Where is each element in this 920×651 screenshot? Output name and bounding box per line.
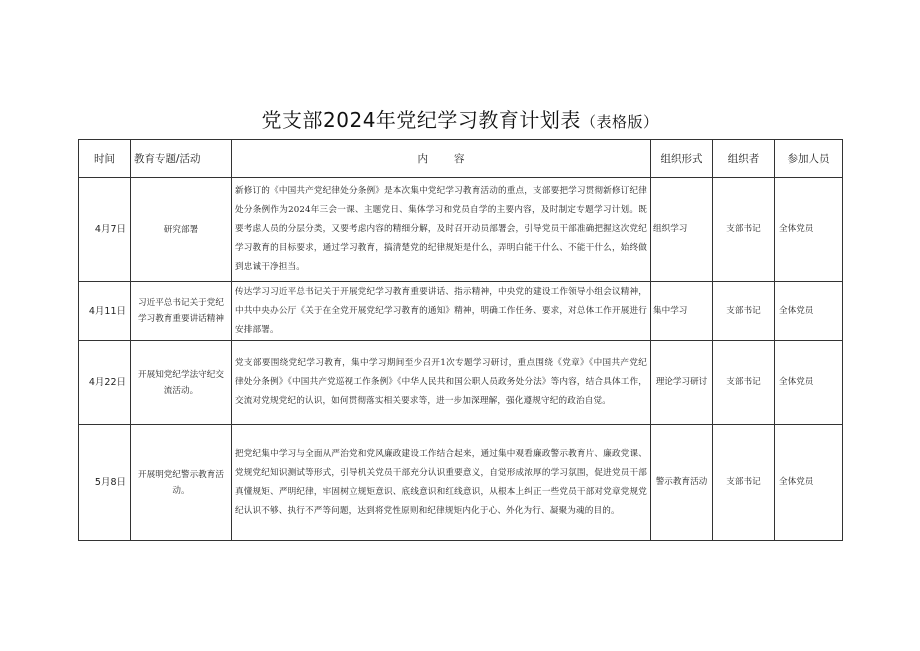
cell-time: 4月22日 (79, 341, 131, 425)
cell-participants: 全体党员 (775, 425, 843, 541)
title-main: 党支部2024年党纪学习教育计划表 (261, 108, 581, 132)
cell-form: 警示教育活动 (651, 425, 713, 541)
table-row (79, 341, 843, 425)
page-title (0, 104, 920, 133)
cell-form: 组织学习 (651, 178, 713, 282)
cell-content: 新修订的《中国共产党纪律处分条例》是本次集中党纪学习教育活动的重点，支部要把学习贯彻新修订纪律处分条例作为2024年三会一课、主题党日、集体学习和党员自学的主要内容，及时制定专题学习计划。既要考虑人员的分层分类，又要考虑内容的精细分解，及时召开动员部署会，引导党员干部准确把握这次党纪学习教育的目标要求，通过学习教育，搞清楚党的纪律规矩是什么，弄明白能干什么、不能干什么，始终做到忠诚干净担当。 (232, 178, 651, 282)
cell-topic: 研究部署 (131, 178, 232, 282)
cell-organizer: 支部书记 (713, 341, 775, 425)
plan-table (78, 139, 843, 541)
cell-organizer: 支部书记 (713, 425, 775, 541)
header-time: 时间 (79, 140, 131, 178)
header-form: 组织形式 (651, 140, 713, 178)
table-row (79, 282, 843, 341)
cell-participants: 全体党员 (775, 282, 843, 341)
cell-time: 4月11日 (79, 282, 131, 341)
header-content: 内容 (232, 140, 651, 178)
cell-content: 传达学习习近平总书记关于开展党纪学习教育重要讲话、指示精神，中央党的建设工作领导小组会议精神，中共中央办公厅《关于在全党开展党纪学习教育的通知》精神，明确工作任务、要求，对总体工作开展进行安排部署。 (232, 282, 651, 341)
cell-content: 党支部要围绕党纪学习教育，集中学习期间至少召开1次专题学习研讨，重点围绕《党章》《中国共产党纪律处分条例》《中国共产党巡视工作条例》《中华人民共和国公职人员政务处分法》等内容，结合具体工作，交流对党规党纪的认识，如何贯彻落实相关要求等，进一步加深理解，强化遵规守纪的政治自觉。 (232, 341, 651, 425)
header-participants: 参加人员 (775, 140, 843, 178)
header-topic: 教育专题/活动 (131, 140, 232, 178)
cell-form: 集中学习 (651, 282, 713, 341)
cell-form: 理论学习研讨 (651, 341, 713, 425)
table-row (79, 425, 843, 541)
title-suffix: （表格版） (580, 113, 659, 131)
cell-topic: 习近平总书记关于党纪学习教育重要讲话精神 (131, 282, 232, 341)
cell-participants: 全体党员 (775, 178, 843, 282)
cell-organizer: 支部书记 (713, 178, 775, 282)
cell-time: 5月8日 (79, 425, 131, 541)
cell-content: 把党纪集中学习与全面从严治党和党风廉政建设工作结合起来，通过集中观看廉政警示教育片、廉政党课、党规党纪知识测试等形式，引导机关党员干部充分认识重要意义，自觉形成浓厚的学习氛围，促进党员干部真懂规矩、严明纪律，牢固树立规矩意识、底线意识和红线意识，从根本上纠正一些党员干部对党章党规党纪认识不够、执行不严等问题，达到将党性原则和纪律规矩内化于心、外化为行、凝聚为魂的目的。 (232, 425, 651, 541)
cell-topic: 开展明党纪警示教育活动。 (131, 425, 232, 541)
cell-participants: 全体党员 (775, 341, 843, 425)
header-organizer: 组织者 (713, 140, 775, 178)
cell-organizer: 支部书记 (713, 282, 775, 341)
cell-time: 4月7日 (79, 178, 131, 282)
table-row (79, 178, 843, 282)
cell-topic: 开展知党纪学法守纪交流活动。 (131, 341, 232, 425)
table-header-row (79, 140, 843, 178)
